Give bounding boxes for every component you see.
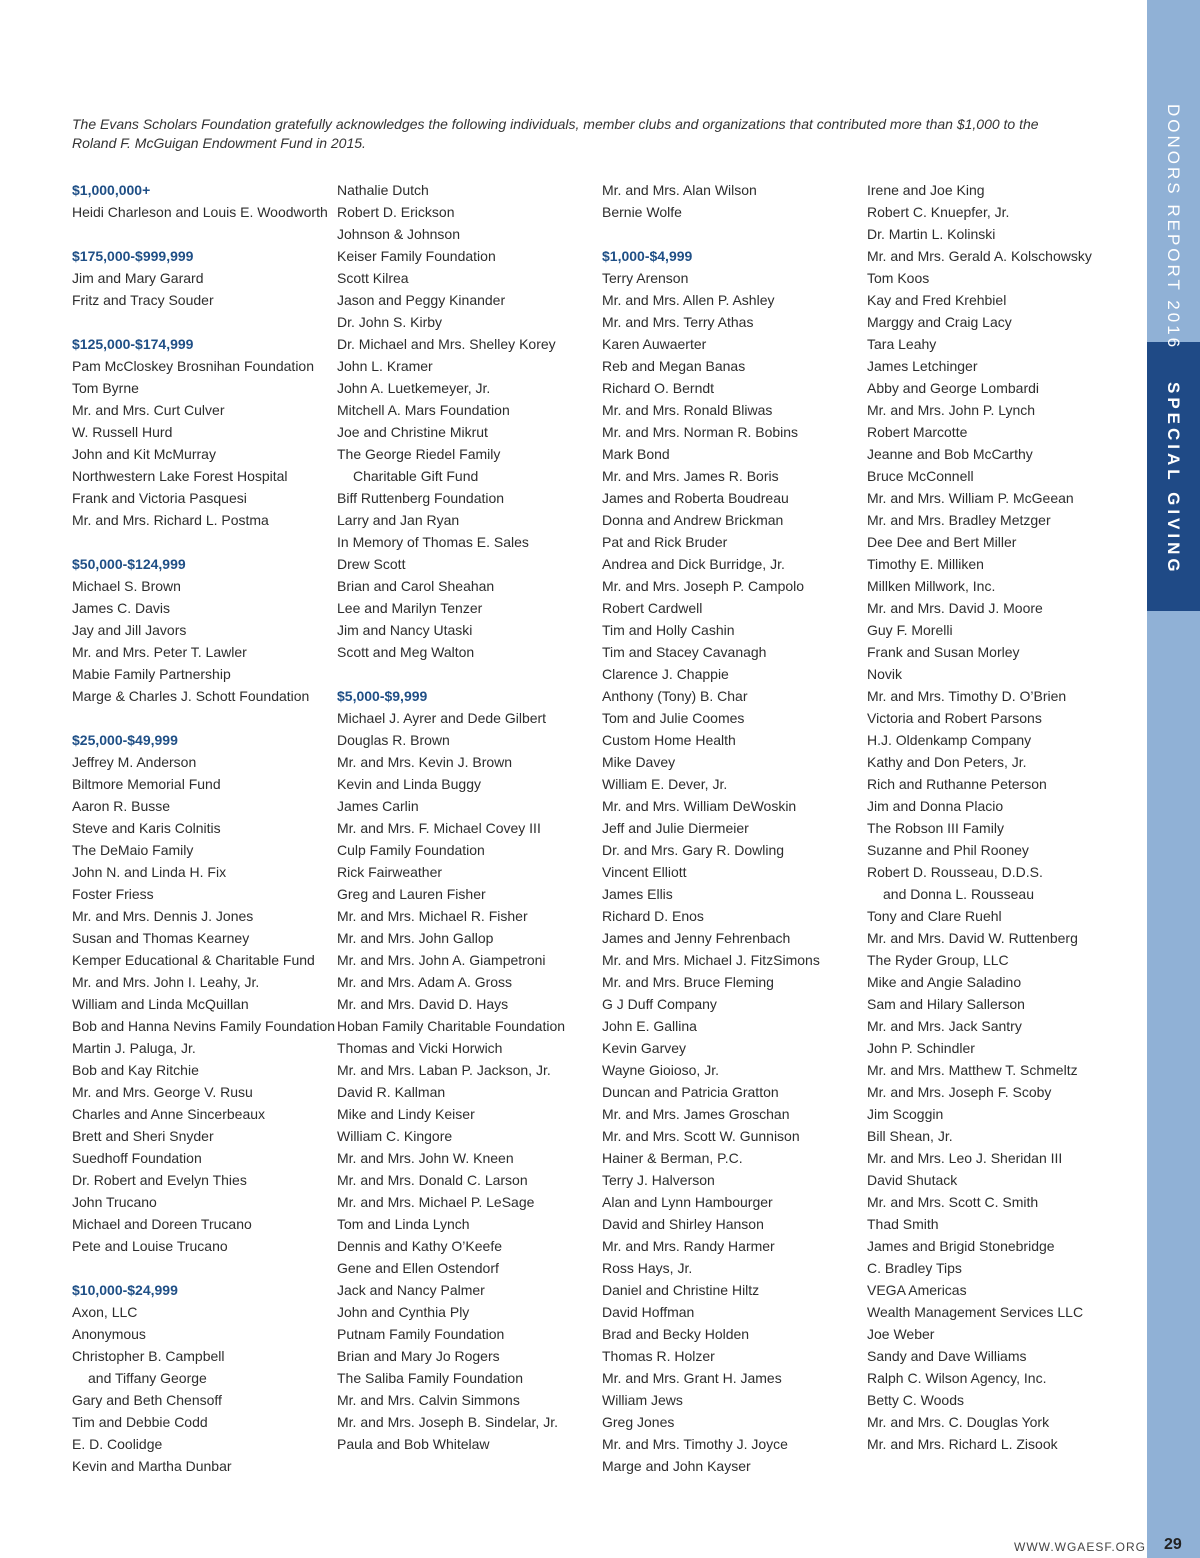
donor-name: James Ellis <box>602 886 673 902</box>
donor-name: Mr. and Mrs. David D. Hays <box>337 996 509 1012</box>
donor-name: Jeffrey M. Anderson <box>72 754 197 770</box>
gift-range-heading: $125,000-$174,999 <box>72 336 194 352</box>
donor-name: Drew Scott <box>337 556 406 572</box>
donor-name: Kevin and Martha Dunbar <box>72 1458 232 1474</box>
donor-name: Jack and Nancy Palmer <box>337 1282 485 1298</box>
intro-paragraph: The Evans Scholars Foundation gratefully acknowledges the following individuals, member clubs and organizations that contributed more than $1,000 to the Roland F. McGuigan Endowment Fund in 2015. <box>72 116 1039 151</box>
gift-range-heading: $25,000-$49,999 <box>72 732 178 748</box>
donor-name: Marggy and Craig Lacy <box>867 314 1012 330</box>
donor-name: Lee and Marilyn Tenzer <box>337 600 483 616</box>
donor-name: Dennis and Kathy O’Keefe <box>337 1238 502 1254</box>
donor-name: Ross Hays, Jr. <box>602 1260 693 1276</box>
donor-name: Abby and George Lombardi <box>867 380 1039 396</box>
donor-column-4 <box>867 179 1122 1455</box>
donor-name: The George Riedel Family <box>337 446 501 462</box>
donor-name: Clarence J. Chappie <box>602 666 729 682</box>
donor-name: Tom and Linda Lynch <box>337 1216 470 1232</box>
donor-name: Mr. and Mrs. David J. Moore <box>867 600 1043 616</box>
donor-name: Pete and Louise Trucano <box>72 1238 228 1254</box>
section-spacer <box>337 663 592 685</box>
donor-name: Daniel and Christine Hiltz <box>602 1282 760 1298</box>
donor-name: Betty C. Woods <box>867 1392 965 1408</box>
donor-name: Richard D. Enos <box>602 908 704 924</box>
donor-name: Millken Millwork, Inc. <box>867 578 996 594</box>
donor-name: Mr. and Mrs. Michael J. FitzSimons <box>602 952 820 968</box>
donor-name: Kay and Fred Krehbiel <box>867 292 1007 308</box>
donor-name: Robert Cardwell <box>602 600 703 616</box>
donor-name: Richard O. Berndt <box>602 380 715 396</box>
donor-name: Mr. and Mrs. Norman R. Bobins <box>602 424 799 440</box>
donor-name: Tom and Julie Coomes <box>602 710 745 726</box>
donor-name: Michael J. Ayrer and Dede Gilbert <box>337 710 547 726</box>
donor-name: Robert C. Knuepfer, Jr. <box>867 204 1010 220</box>
donor-name: Jeanne and Bob McCarthy <box>867 446 1033 462</box>
donor-name: Mr. and Mrs. Scott W. Gunnison <box>602 1128 800 1144</box>
donor-name: The Ryder Group, LLC <box>867 952 1009 968</box>
donor-name: Timothy E. Milliken <box>867 556 984 572</box>
donor-name: Mr. and Mrs. F. Michael Covey III <box>337 820 541 836</box>
donor-name: David R. Kallman <box>337 1084 446 1100</box>
donor-name: Jeff and Julie Diermeier <box>602 820 749 836</box>
donor-name: Fritz and Tracy Souder <box>72 292 214 308</box>
donor-name: Mr. and Mrs. Matthew T. Schmeltz <box>867 1062 1078 1078</box>
donor-name: Mr. and Mrs. Terry Athas <box>602 314 754 330</box>
donor-name: Northwestern Lake Forest Hospital <box>72 468 288 484</box>
donor-name: Foster Friess <box>72 886 154 902</box>
donor-name: Wealth Management Services LLC <box>867 1304 1084 1320</box>
donor-name: Robert Marcotte <box>867 424 968 440</box>
donor-name: Dr. Robert and Evelyn Thies <box>72 1172 247 1188</box>
donor-name: Mr. and Mrs. James Groschan <box>602 1106 790 1122</box>
donor-name-continued: and Donna L. Rousseau <box>883 886 1034 902</box>
donor-name: David and Shirley Hanson <box>602 1216 764 1232</box>
donor-name: Mr. and Mrs. John I. Leahy, Jr. <box>72 974 260 990</box>
donor-name-continued: Charitable Gift Fund <box>353 468 479 484</box>
donor-name: Robert D. Rousseau, D.D.S. <box>867 864 1043 880</box>
donor-name: VEGA Americas <box>867 1282 967 1298</box>
donor-name: Mr. and Mrs. John Gallop <box>337 930 494 946</box>
donor-name: Mr. and Mrs. Joseph P. Campolo <box>602 578 805 594</box>
donor-name: Joe and Christine Mikrut <box>337 424 488 440</box>
donor-name: E. D. Coolidge <box>72 1436 163 1452</box>
donor-name: Bruce McConnell <box>867 468 974 484</box>
donor-name: Putnam Family Foundation <box>337 1326 505 1342</box>
donor-name: Mr. and Mrs. Calvin Simmons <box>337 1392 520 1408</box>
donor-name: Mike Davey <box>602 754 676 770</box>
donor-name: Mr. and Mrs. George V. Rusu <box>72 1084 253 1100</box>
donor-name: H.J. Oldenkamp Company <box>867 732 1032 748</box>
donor-name: Mr. and Mrs. Gerald A. Kolschowsky <box>867 248 1092 264</box>
donor-name: Tara Leahy <box>867 336 937 352</box>
donor-name: Sam and Hilary Sallerson <box>867 996 1025 1012</box>
donor-name: Bob and Hanna Nevins Family Foundation <box>72 1018 336 1034</box>
donor-name: Frank and Susan Morley <box>867 644 1020 660</box>
donor-column-3 <box>602 179 857 1477</box>
donor-name: Rick Fairweather <box>337 864 443 880</box>
donor-name: Brian and Mary Jo Rogers <box>337 1348 500 1364</box>
donor-name: Dr. and Mrs. Gary R. Dowling <box>602 842 785 858</box>
donor-name: Brian and Carol Sheahan <box>337 578 495 594</box>
donor-name: Biltmore Memorial Fund <box>72 776 221 792</box>
donor-name: Reb and Megan Banas <box>602 358 746 374</box>
donor-name: Tim and Holly Cashin <box>602 622 735 638</box>
gift-range-heading: $1,000,000+ <box>72 182 151 198</box>
donor-name: W. Russell Hurd <box>72 424 173 440</box>
donor-name: Bob and Kay Ritchie <box>72 1062 199 1078</box>
donor-name: John and Kit McMurray <box>72 446 216 462</box>
donor-name: Thomas R. Holzer <box>602 1348 715 1364</box>
donor-name: Mr. and Mrs. John W. Kneen <box>337 1150 514 1166</box>
donor-name: William C. Kingore <box>337 1128 453 1144</box>
donor-name: Scott Kilrea <box>337 270 409 286</box>
donor-name: John P. Schindler <box>867 1040 975 1056</box>
donor-name: Jim and Mary Garard <box>72 270 204 286</box>
donor-name: Suzanne and Phil Rooney <box>867 842 1029 858</box>
donor-name: Brett and Sheri Snyder <box>72 1128 214 1144</box>
donor-name: Biff Ruttenberg Foundation <box>337 490 505 506</box>
donor-name: William and Linda McQuillan <box>72 996 249 1012</box>
donor-name: Gary and Beth Chensoff <box>72 1392 222 1408</box>
donor-name: Mitchell A. Mars Foundation <box>337 402 510 418</box>
donor-name: Mr. and Mrs. Jack Santry <box>867 1018 1022 1034</box>
donor-name: Bill Shean, Jr. <box>867 1128 953 1144</box>
donor-name: Rich and Ruthanne Peterson <box>867 776 1047 792</box>
donor-name: Victoria and Robert Parsons <box>867 710 1042 726</box>
donor-name: Mr. and Mrs. Alan Wilson <box>602 182 757 198</box>
donor-name: William E. Dever, Jr. <box>602 776 728 792</box>
donor-name: Guy F. Morelli <box>867 622 953 638</box>
donor-name: Gene and Ellen Ostendorf <box>337 1260 499 1276</box>
donor-name: Kevin and Linda Buggy <box>337 776 481 792</box>
section-spacer <box>72 223 327 245</box>
donor-name: Custom Home Health <box>602 732 736 748</box>
donor-name: Mr. and Mrs. Kevin J. Brown <box>337 754 513 770</box>
donor-name: Mr. and Mrs. Richard L. Postma <box>72 512 269 528</box>
donor-name: Mr. and Mrs. C. Douglas York <box>867 1414 1050 1430</box>
donor-name: Christopher B. Campbell <box>72 1348 225 1364</box>
section-label: SPECIAL GIVING <box>1164 382 1183 576</box>
donor-name: Mr. and Mrs. John A. Giampetroni <box>337 952 546 968</box>
donor-name: Mr. and Mrs. Dennis J. Jones <box>72 908 254 924</box>
donor-name: Mr. and Mrs. Grant H. James <box>602 1370 782 1386</box>
footer-url: WWW.WGAESF.ORG <box>1014 1540 1146 1554</box>
donor-name: Duncan and Patricia Gratton <box>602 1084 779 1100</box>
donor-name: Terry J. Halverson <box>602 1172 715 1188</box>
donor-name: Mr. and Mrs. William DeWoskin <box>602 798 797 814</box>
donor-name: Michael and Doreen Trucano <box>72 1216 252 1232</box>
donor-name: Jim Scoggin <box>867 1106 944 1122</box>
section-spacer <box>72 707 327 729</box>
donor-name: Donna and Andrew Brickman <box>602 512 784 528</box>
donor-name: David Shutack <box>867 1172 958 1188</box>
page-number: 29 <box>1164 1536 1182 1553</box>
gift-range-heading: $5,000-$9,999 <box>337 688 428 704</box>
donor-name: Charles and Anne Sincerbeaux <box>72 1106 266 1122</box>
donor-name: Hoban Family Charitable Foundation <box>337 1018 566 1034</box>
donor-name: Novik <box>867 666 903 682</box>
donor-name: Tom Koos <box>867 270 930 286</box>
section-spacer <box>72 311 327 333</box>
donor-name: Mr. and Mrs. Ronald Bliwas <box>602 402 773 418</box>
section-spacer <box>602 223 857 245</box>
donor-name: Tim and Debbie Codd <box>72 1414 208 1430</box>
donor-name: David Hoffman <box>602 1304 695 1320</box>
donor-name: Mr. and Mrs. Peter T. Lawler <box>72 644 247 660</box>
donor-name: Mr. and Mrs. Curt Culver <box>72 402 225 418</box>
donor-name: Sandy and Dave Williams <box>867 1348 1027 1364</box>
section-spacer <box>72 1257 327 1279</box>
donor-name: John E. Gallina <box>602 1018 697 1034</box>
donor-name: C. Bradley Tips <box>867 1260 962 1276</box>
donor-name: Johnson & Johnson <box>337 226 460 242</box>
donor-name-continued: and Tiffany George <box>88 1370 207 1386</box>
donor-name: John A. Luetkemeyer, Jr. <box>337 380 491 396</box>
donor-name: Mr. and Mrs. Richard L. Zisook <box>867 1436 1058 1452</box>
donor-name: Mr. and Mrs. David W. Ruttenberg <box>867 930 1078 946</box>
donor-name: Marge & Charles J. Schott Foundation <box>72 688 310 704</box>
donor-name: Kemper Educational & Charitable Fund <box>72 952 315 968</box>
donor-name: Dr. John S. Kirby <box>337 314 443 330</box>
donor-name: Dee Dee and Bert Miller <box>867 534 1017 550</box>
donor-name: Dr. Michael and Mrs. Shelley Korey <box>337 336 556 352</box>
donor-name: Mr. and Mrs. Timothy J. Joyce <box>602 1436 788 1452</box>
donor-name: Mr. and Mrs. Timothy D. O’Brien <box>867 688 1067 704</box>
donor-name: Mr. and Mrs. Michael R. Fisher <box>337 908 528 924</box>
donor-name: James Carlin <box>337 798 419 814</box>
donor-name: Jay and Jill Javors <box>72 622 187 638</box>
donor-name: Jim and Donna Placio <box>867 798 1004 814</box>
donor-name: Mr. and Mrs. Leo J. Sheridan III <box>867 1150 1063 1166</box>
donor-name: Kathy and Don Peters, Jr. <box>867 754 1027 770</box>
donor-name: Heidi Charleson and Louis E. Woodworth <box>72 204 328 220</box>
donor-name: In Memory of Thomas E. Sales <box>337 534 529 550</box>
donor-name: William Jews <box>602 1392 683 1408</box>
donor-name: Susan and Thomas Kearney <box>72 930 250 946</box>
donor-name: Vincent Elliott <box>602 864 687 880</box>
donor-name: James Letchinger <box>867 358 978 374</box>
donor-name: Suedhoff Foundation <box>72 1150 202 1166</box>
donor-name: Jim and Nancy Utaski <box>337 622 473 638</box>
donor-name: The Robson III Family <box>867 820 1004 836</box>
donor-name: Mabie Family Partnership <box>72 666 231 682</box>
donor-name: Tim and Stacey Cavanagh <box>602 644 767 660</box>
gift-range-heading: $175,000-$999,999 <box>72 248 194 264</box>
donor-name: John and Cynthia Ply <box>337 1304 470 1320</box>
donor-name: Culp Family Foundation <box>337 842 485 858</box>
donor-name: Bernie Wolfe <box>602 204 682 220</box>
donor-name: Frank and Victoria Pasquesi <box>72 490 247 506</box>
donor-name: John N. and Linda H. Fix <box>72 864 227 880</box>
donor-name: Kevin Garvey <box>602 1040 687 1056</box>
donor-name: Mr. and Mrs. William P. McGeean <box>867 490 1074 506</box>
gift-range-heading: $50,000-$124,999 <box>72 556 186 572</box>
donor-name: Brad and Becky Holden <box>602 1326 750 1342</box>
donor-name: Tom Byrne <box>72 380 139 396</box>
donor-name: Douglas R. Brown <box>337 732 450 748</box>
donor-name: Aaron R. Busse <box>72 798 171 814</box>
donor-name: Nathalie Dutch <box>337 182 429 198</box>
donor-name: Andrea and Dick Burridge, Jr. <box>602 556 785 572</box>
donor-name: Irene and Joe King <box>867 182 985 198</box>
donor-name: Scott and Meg Walton <box>337 644 475 660</box>
donor-name: Pam McCloskey Brosnihan Foundation <box>72 358 315 374</box>
donor-name: Mr. and Mrs. John P. Lynch <box>867 402 1036 418</box>
donor-name: Mr. and Mrs. Bradley Metzger <box>867 512 1051 528</box>
donor-name: Mr. and Mrs. Bruce Fleming <box>602 974 774 990</box>
donor-name: The DeMaio Family <box>72 842 194 858</box>
donor-name: Mr. and Mrs. Allen P. Ashley <box>602 292 775 308</box>
donor-name: Robert D. Erickson <box>337 204 455 220</box>
donor-name: Mr. and Mrs. Donald C. Larson <box>337 1172 528 1188</box>
donor-name: James and Roberta Boudreau <box>602 490 789 506</box>
donor-name: Steve and Karis Colnitis <box>72 820 221 836</box>
donor-name: Terry Arenson <box>602 270 689 286</box>
donor-name: G J Duff Company <box>602 996 717 1012</box>
gift-range-heading: $10,000-$24,999 <box>72 1282 178 1298</box>
report-label: DONORS REPORT 2016 <box>1164 104 1183 351</box>
section-spacer <box>72 531 327 553</box>
donor-name: Michael S. Brown <box>72 578 181 594</box>
donor-column-2 <box>337 179 592 1455</box>
donor-name: Mike and Angie Saladino <box>867 974 1022 990</box>
donor-name: Mr. and Mrs. Scott C. Smith <box>867 1194 1039 1210</box>
donor-name: Greg Jones <box>602 1414 675 1430</box>
donor-name: Hainer & Berman, P.C. <box>602 1150 743 1166</box>
donor-name: James C. Davis <box>72 600 171 616</box>
donor-name: The Saliba Family Foundation <box>337 1370 523 1386</box>
donor-name: Greg and Lauren Fisher <box>337 886 486 902</box>
donor-name: Anthony (Tony) B. Char <box>602 688 748 704</box>
gift-range-heading: $1,000-$4,999 <box>602 248 693 264</box>
donor-name: Mr. and Mrs. Michael P. LeSage <box>337 1194 535 1210</box>
donor-name: Alan and Lynn Hambourger <box>602 1194 773 1210</box>
donor-name: Mr. and Mrs. Joseph F. Scoby <box>867 1084 1052 1100</box>
donor-name: Mark Bond <box>602 446 670 462</box>
donor-name: Mr. and Mrs. James R. Boris <box>602 468 779 484</box>
donor-name: James and Brigid Stonebridge <box>867 1238 1055 1254</box>
donor-name: Joe Weber <box>867 1326 935 1342</box>
donor-name: Dr. Martin L. Kolinski <box>867 226 996 242</box>
donor-name: Thomas and Vicki Horwich <box>337 1040 503 1056</box>
donor-name: Axon, LLC <box>72 1304 138 1320</box>
donor-name: Mike and Lindy Keiser <box>337 1106 475 1122</box>
donor-name: Larry and Jan Ryan <box>337 512 460 528</box>
donor-name: Keiser Family Foundation <box>337 248 496 264</box>
donor-name: John L. Kramer <box>337 358 433 374</box>
donor-name: Karen Auwaerter <box>602 336 707 352</box>
donor-name: John Trucano <box>72 1194 157 1210</box>
donor-name: Ralph C. Wilson Agency, Inc. <box>867 1370 1047 1386</box>
donor-name: Wayne Gioioso, Jr. <box>602 1062 719 1078</box>
donor-name: Marge and John Kayser <box>602 1458 751 1474</box>
donor-name: Paula and Bob Whitelaw <box>337 1436 490 1452</box>
donor-name: Pat and Rick Bruder <box>602 534 728 550</box>
donor-name: Mr. and Mrs. Joseph B. Sindelar, Jr. <box>337 1414 558 1430</box>
donor-name: Mr. and Mrs. Laban P. Jackson, Jr. <box>337 1062 551 1078</box>
donor-name: Anonymous <box>72 1326 146 1342</box>
donor-name: Martin J. Paluga, Jr. <box>72 1040 196 1056</box>
donor-name: Thad Smith <box>867 1216 939 1232</box>
donor-name: Tony and Clare Ruehl <box>867 908 1002 924</box>
donor-name: James and Jenny Fehrenbach <box>602 930 791 946</box>
donor-column-1 <box>72 179 336 1477</box>
donor-name: Mr. and Mrs. Adam A. Gross <box>337 974 513 990</box>
donor-name: Mr. and Mrs. Randy Harmer <box>602 1238 775 1254</box>
donor-name: Jason and Peggy Kinander <box>337 292 506 308</box>
